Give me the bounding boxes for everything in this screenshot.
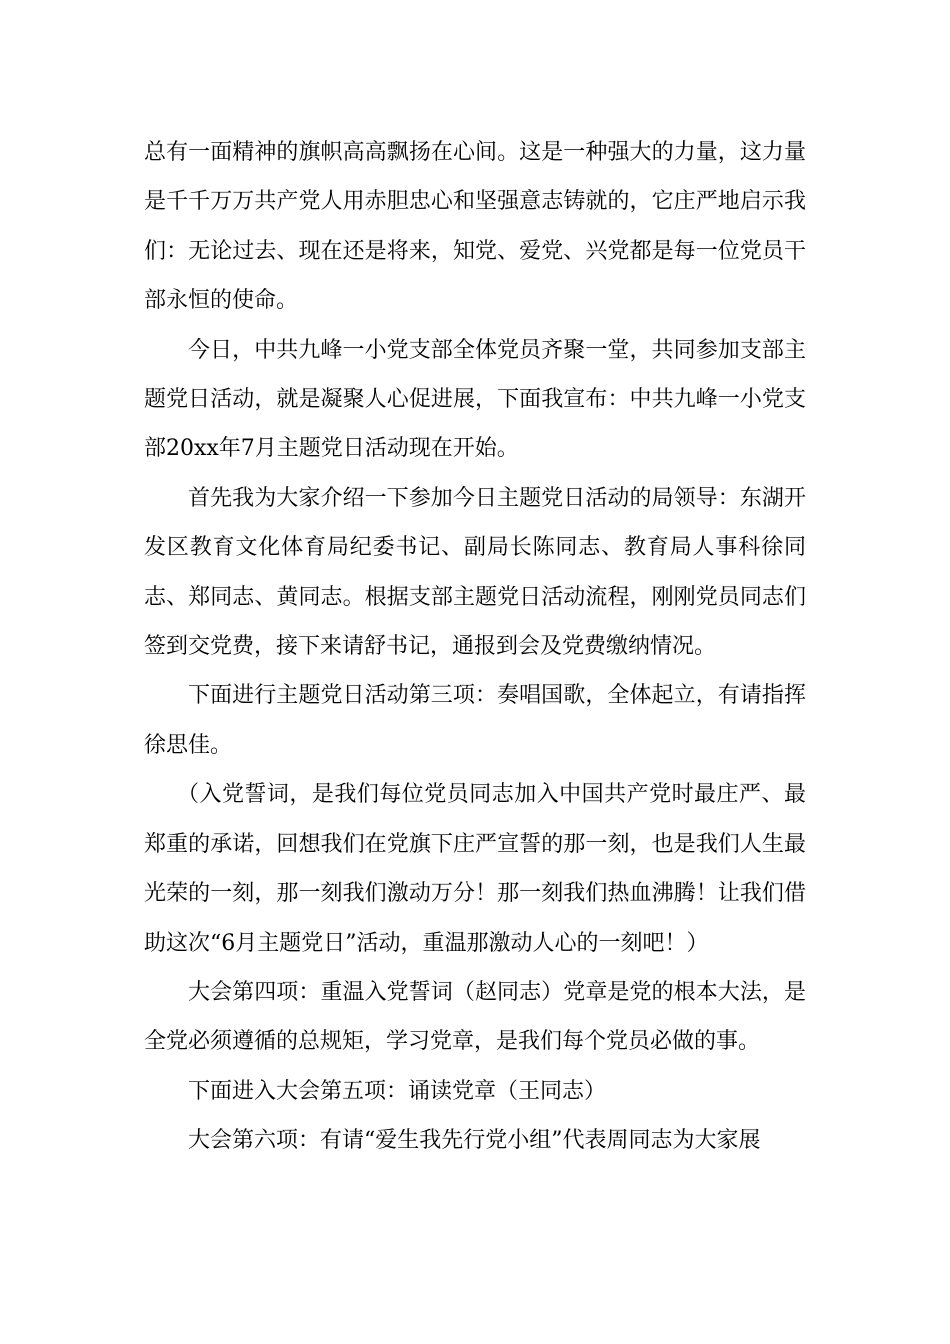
paragraph-opening-announcement: 今日，中共九峰一小党支部全体党员齐聚一堂，共同参加支部主题党日活动，就是凝聚人心促进展，下面我宣布：中共九峰一小党支部20xx年7月主题党日活动现在开始。: [144, 337, 806, 462]
paragraph-item-six-group: 大会第六项：有请“爱生我先行党小组”代表周同志为大家展: [188, 1128, 761, 1154]
paragraph-item-three-anthem: 下面进行主题党日活动第三项：奏唱国歌，全体起立，有请指挥徐思佳。: [144, 683, 806, 758]
paragraph-oath-remark: （入党誓词，是我们每位党员同志加入中国共产党时最庄严、最郑重的承诺，回想我们在党旗下庄严宣誓的那一刻，也是我们人生最光荣的一刻，那一刻我们激动万分！那一刻我们热血沸腾！让我们借助这次“6月主题党日”活动，重温那激动人心的一刻吧！）: [144, 782, 806, 956]
paragraph-item-five-charter: 下面进入大会第五项：诵读党章（王同志）: [188, 1078, 607, 1104]
document-page: [144, 128, 806, 1166]
paragraph-item-four-oath: 大会第四项：重温入党誓词（赵同志）党章是党的根本大法，是全党必须遵循的总规矩，学习党章，是我们每个党员必做的事。: [144, 979, 806, 1055]
paragraph-leader-introduction: 首先我为大家介绍一下参加今日主题党日活动的局领导：东湖开发区教育文化体育局纪委书记、副局长陈同志、教育局人事科徐同志、郑同志、黄同志。根据支部主题党日活动流程，刚刚党员同志们签到交党费，接下来请舒书记，通报到会及党费缴纳情况。: [144, 485, 806, 660]
paragraph-spirit-banner: 总有一面精神的旗帜高高飘扬在心间。这是一种强大的力量，这力量是千千万万共产党人用赤胆忠心和坚强意志铸就的，它庄严地启示我们：无论过去、现在还是将来，知党、爱党、兴党都是每一位党员干部永恒的使命。: [144, 140, 806, 314]
